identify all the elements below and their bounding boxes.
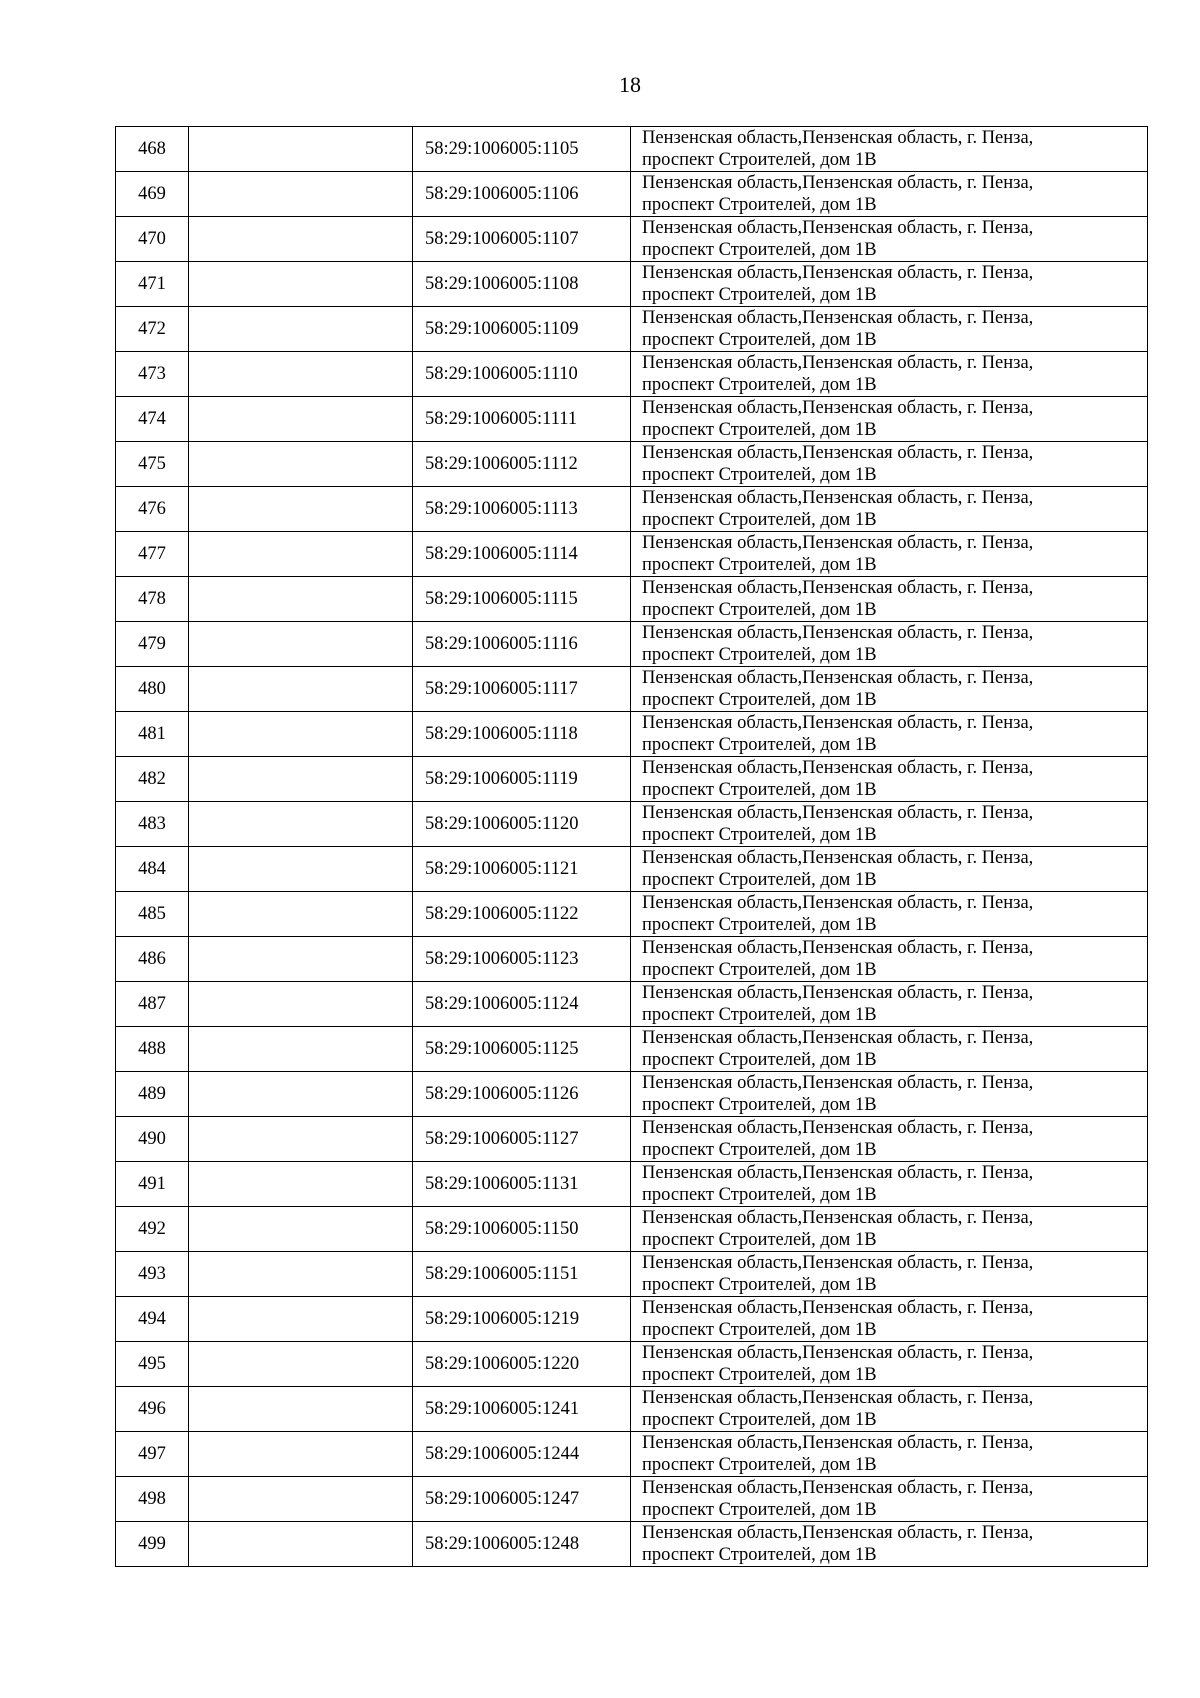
empty-cell (189, 1342, 413, 1387)
empty-cell (189, 307, 413, 352)
address-line-2: проспект Строителей, дом 1В (642, 690, 877, 710)
address-cell (631, 1162, 1148, 1207)
cadastral-number-cell: 58:29:1006005:1124 (413, 982, 631, 1027)
empty-cell (189, 1162, 413, 1207)
empty-cell (189, 1432, 413, 1477)
cadastral-table (115, 126, 1148, 1567)
table-row (116, 1027, 1148, 1072)
address-line-2: проспект Строителей, дом 1В (642, 555, 877, 575)
empty-cell (189, 352, 413, 397)
cadastral-number-cell: 58:29:1006005:1112 (413, 442, 631, 487)
address-line-2: проспект Строителей, дом 1В (642, 420, 877, 440)
cadastral-number-cell: 58:29:1006005:1125 (413, 1027, 631, 1072)
address-line-2: проспект Строителей, дом 1В (642, 1230, 877, 1250)
table-row (116, 262, 1148, 307)
empty-cell (189, 127, 413, 172)
cadastral-number-cell: 58:29:1006005:1123 (413, 937, 631, 982)
row-number-cell: 470 (116, 217, 189, 262)
address-cell (631, 982, 1148, 1027)
address-line-2: проспект Строителей, дом 1В (642, 600, 877, 620)
row-number-cell: 482 (116, 757, 189, 802)
address-cell (631, 847, 1148, 892)
address-line-1: Пензенская область,Пензенская область, г. Пенза, (642, 1433, 1034, 1453)
address-cell (631, 712, 1148, 757)
address-line-1: Пензенская область,Пензенская область, г. Пенза, (642, 1253, 1034, 1273)
row-number-cell: 486 (116, 937, 189, 982)
row-number-cell: 477 (116, 532, 189, 577)
empty-cell (189, 802, 413, 847)
address-cell (631, 307, 1148, 352)
address-line-1: Пензенская область,Пензенская область, г. Пенза, (642, 713, 1034, 733)
row-number-cell: 474 (116, 397, 189, 442)
address-line-2: проспект Строителей, дом 1В (642, 915, 877, 935)
cadastral-number-cell: 58:29:1006005:1241 (413, 1387, 631, 1432)
table-row (116, 217, 1148, 262)
empty-cell (189, 262, 413, 307)
address-line-1: Пензенская область,Пензенская область, г. Пенза, (642, 668, 1034, 688)
row-number-cell: 494 (116, 1297, 189, 1342)
address-line-2: проспект Строителей, дом 1В (642, 1320, 877, 1340)
address-cell (631, 1342, 1148, 1387)
address-line-2: проспект Строителей, дом 1В (642, 780, 877, 800)
address-line-2: проспект Строителей, дом 1В (642, 510, 877, 530)
table-body (116, 127, 1148, 1567)
empty-cell (189, 442, 413, 487)
empty-cell (189, 847, 413, 892)
table-row (116, 1477, 1148, 1522)
table-row (116, 622, 1148, 667)
address-line-1: Пензенская область,Пензенская область, г. Пенза, (642, 263, 1034, 283)
cadastral-number-cell: 58:29:1006005:1248 (413, 1522, 631, 1567)
address-line-2: проспект Строителей, дом 1В (642, 645, 877, 665)
cadastral-number-cell: 58:29:1006005:1107 (413, 217, 631, 262)
cadastral-number-cell: 58:29:1006005:1244 (413, 1432, 631, 1477)
empty-cell (189, 667, 413, 712)
cadastral-number-cell: 58:29:1006005:1121 (413, 847, 631, 892)
cadastral-number-cell: 58:29:1006005:1126 (413, 1072, 631, 1117)
table-row (116, 1522, 1148, 1567)
empty-cell (189, 1297, 413, 1342)
row-number-cell: 471 (116, 262, 189, 307)
row-number-cell: 488 (116, 1027, 189, 1072)
empty-cell (189, 937, 413, 982)
address-cell (631, 802, 1148, 847)
table-row (116, 442, 1148, 487)
table-row (116, 487, 1148, 532)
empty-cell (189, 1207, 413, 1252)
empty-cell (189, 892, 413, 937)
cadastral-number-cell: 58:29:1006005:1122 (413, 892, 631, 937)
table-row (116, 1072, 1148, 1117)
row-number-cell: 475 (116, 442, 189, 487)
address-line-1: Пензенская область,Пензенская область, г. Пенза, (642, 893, 1034, 913)
row-number-cell: 487 (116, 982, 189, 1027)
address-cell (631, 262, 1148, 307)
empty-cell (189, 1027, 413, 1072)
table-row (116, 892, 1148, 937)
table-row (116, 847, 1148, 892)
page-number: 18 (619, 72, 641, 97)
cadastral-number-cell: 58:29:1006005:1220 (413, 1342, 631, 1387)
empty-cell (189, 1252, 413, 1297)
address-line-1: Пензенская область,Пензенская область, г. Пенза, (642, 1163, 1034, 1183)
row-number-cell: 491 (116, 1162, 189, 1207)
address-cell (631, 1522, 1148, 1567)
cadastral-number-cell: 58:29:1006005:1219 (413, 1297, 631, 1342)
row-number-cell: 496 (116, 1387, 189, 1432)
row-number-cell: 485 (116, 892, 189, 937)
address-line-1: Пензенская область,Пензенская область, г. Пенза, (642, 1343, 1034, 1363)
address-line-2: проспект Строителей, дом 1В (642, 870, 877, 890)
address-cell (631, 127, 1148, 172)
row-number-cell: 492 (116, 1207, 189, 1252)
table-row (116, 982, 1148, 1027)
cadastral-number-cell: 58:29:1006005:1118 (413, 712, 631, 757)
address-cell (631, 1432, 1148, 1477)
empty-cell (189, 757, 413, 802)
cadastral-number-cell: 58:29:1006005:1108 (413, 262, 631, 307)
cadastral-number-cell: 58:29:1006005:1105 (413, 127, 631, 172)
row-number-cell: 484 (116, 847, 189, 892)
address-line-2: проспект Строителей, дом 1В (642, 1185, 877, 1205)
address-line-2: проспект Строителей, дом 1В (642, 735, 877, 755)
table-row (116, 127, 1148, 172)
row-number-cell: 476 (116, 487, 189, 532)
row-number-cell: 468 (116, 127, 189, 172)
address-cell (631, 487, 1148, 532)
address-line-1: Пензенская область,Пензенская область, г. Пенза, (642, 848, 1034, 868)
address-line-2: проспект Строителей, дом 1В (642, 1500, 877, 1520)
table-row (116, 937, 1148, 982)
address-line-2: проспект Строителей, дом 1В (642, 150, 877, 170)
address-cell (631, 1477, 1148, 1522)
address-cell (631, 1252, 1148, 1297)
address-line-1: Пензенская область,Пензенская область, г. Пенза, (642, 443, 1034, 463)
table-row (116, 802, 1148, 847)
row-number-cell: 489 (116, 1072, 189, 1117)
table-row (116, 1297, 1148, 1342)
row-number-cell: 480 (116, 667, 189, 712)
empty-cell (189, 217, 413, 262)
address-cell (631, 217, 1148, 262)
empty-cell (189, 1072, 413, 1117)
address-line-1: Пензенская область,Пензенская область, г. Пенза, (642, 1478, 1034, 1498)
empty-cell (189, 712, 413, 757)
address-cell (631, 892, 1148, 937)
row-number-cell: 469 (116, 172, 189, 217)
empty-cell (189, 1117, 413, 1162)
address-line-2: проспект Строителей, дом 1В (642, 330, 877, 350)
cadastral-number-cell: 58:29:1006005:1150 (413, 1207, 631, 1252)
cadastral-number-cell: 58:29:1006005:1114 (413, 532, 631, 577)
table-row (116, 1117, 1148, 1162)
address-line-1: Пензенская область,Пензенская область, г. Пенза, (642, 353, 1034, 373)
table-row (116, 1387, 1148, 1432)
address-line-1: Пензенская область,Пензенская область, г. Пенза, (642, 1208, 1034, 1228)
address-line-2: проспект Строителей, дом 1В (642, 1365, 877, 1385)
table-row (116, 352, 1148, 397)
empty-cell (189, 172, 413, 217)
row-number-cell: 497 (116, 1432, 189, 1477)
address-cell (631, 1387, 1148, 1432)
address-line-2: проспект Строителей, дом 1В (642, 1455, 877, 1475)
table-row (116, 757, 1148, 802)
address-line-1: Пензенская область,Пензенская область, г. Пенза, (642, 623, 1034, 643)
address-cell (631, 532, 1148, 577)
empty-cell (189, 397, 413, 442)
empty-cell (189, 1477, 413, 1522)
row-number-cell: 472 (116, 307, 189, 352)
row-number-cell: 495 (116, 1342, 189, 1387)
table-row (116, 532, 1148, 577)
address-line-1: Пензенская область,Пензенская область, г. Пенза, (642, 1118, 1034, 1138)
address-line-1: Пензенская область,Пензенская область, г. Пенза, (642, 398, 1034, 418)
cadastral-number-cell: 58:29:1006005:1116 (413, 622, 631, 667)
cadastral-number-cell: 58:29:1006005:1247 (413, 1477, 631, 1522)
cadastral-number-cell: 58:29:1006005:1109 (413, 307, 631, 352)
address-line-2: проспект Строителей, дом 1В (642, 1410, 877, 1430)
cadastral-number-cell: 58:29:1006005:1111 (413, 397, 631, 442)
row-number-cell: 478 (116, 577, 189, 622)
empty-cell (189, 1522, 413, 1567)
table-row (116, 1162, 1148, 1207)
table-row (116, 1342, 1148, 1387)
address-line-2: проспект Строителей, дом 1В (642, 285, 877, 305)
row-number-cell: 493 (116, 1252, 189, 1297)
address-line-1: Пензенская область,Пензенская область, г. Пенза, (642, 983, 1034, 1003)
table-row (116, 1432, 1148, 1477)
row-number-cell: 479 (116, 622, 189, 667)
row-number-cell: 498 (116, 1477, 189, 1522)
address-line-1: Пензенская область,Пензенская область, г. Пенза, (642, 1298, 1034, 1318)
address-line-2: проспект Строителей, дом 1В (642, 960, 877, 980)
address-line-1: Пензенская область,Пензенская область, г. Пенза, (642, 128, 1034, 148)
address-cell (631, 397, 1148, 442)
address-line-2: проспект Строителей, дом 1В (642, 825, 877, 845)
row-number-cell: 483 (116, 802, 189, 847)
address-cell (631, 667, 1148, 712)
address-cell (631, 1297, 1148, 1342)
address-line-1: Пензенская область,Пензенская область, г. Пенза, (642, 173, 1034, 193)
empty-cell (189, 577, 413, 622)
address-line-2: проспект Строителей, дом 1В (642, 1005, 877, 1025)
address-line-2: проспект Строителей, дом 1В (642, 1545, 877, 1565)
empty-cell (189, 622, 413, 667)
cadastral-number-cell: 58:29:1006005:1120 (413, 802, 631, 847)
table-row (116, 307, 1148, 352)
address-line-2: проспект Строителей, дом 1В (642, 195, 877, 215)
address-line-2: проспект Строителей, дом 1В (642, 1050, 877, 1070)
address-cell (631, 577, 1148, 622)
address-line-2: проспект Строителей, дом 1В (642, 240, 877, 260)
address-line-1: Пензенская область,Пензенская область, г. Пенза, (642, 758, 1034, 778)
row-number-cell: 490 (116, 1117, 189, 1162)
address-cell (631, 937, 1148, 982)
empty-cell (189, 487, 413, 532)
address-line-1: Пензенская область,Пензенская область, г. Пенза, (642, 533, 1034, 553)
address-cell (631, 172, 1148, 217)
cadastral-number-cell: 58:29:1006005:1113 (413, 487, 631, 532)
address-cell (631, 757, 1148, 802)
empty-cell (189, 982, 413, 1027)
address-line-2: проспект Строителей, дом 1В (642, 1140, 877, 1160)
address-line-2: проспект Строителей, дом 1В (642, 1275, 877, 1295)
row-number-cell: 473 (116, 352, 189, 397)
cadastral-number-cell: 58:29:1006005:1151 (413, 1252, 631, 1297)
cadastral-number-cell: 58:29:1006005:1117 (413, 667, 631, 712)
row-number-cell: 499 (116, 1522, 189, 1567)
address-line-1: Пензенская область,Пензенская область, г. Пенза, (642, 578, 1034, 598)
table-row (116, 577, 1148, 622)
address-cell (631, 1027, 1148, 1072)
address-line-2: проспект Строителей, дом 1В (642, 375, 877, 395)
table-row (116, 712, 1148, 757)
empty-cell (189, 532, 413, 577)
table-row (116, 1207, 1148, 1252)
address-line-1: Пензенская область,Пензенская область, г. Пенза, (642, 938, 1034, 958)
table-row (116, 397, 1148, 442)
empty-cell (189, 1387, 413, 1432)
address-line-1: Пензенская область,Пензенская область, г. Пенза, (642, 488, 1034, 508)
table-row (116, 1252, 1148, 1297)
address-cell (631, 1117, 1148, 1162)
row-number-cell: 481 (116, 712, 189, 757)
address-line-1: Пензенская область,Пензенская область, г. Пенза, (642, 1388, 1034, 1408)
address-line-1: Пензенская область,Пензенская область, г. Пенза, (642, 218, 1034, 238)
cadastral-number-cell: 58:29:1006005:1110 (413, 352, 631, 397)
address-cell (631, 1072, 1148, 1117)
address-line-2: проспект Строителей, дом 1В (642, 1095, 877, 1115)
address-line-1: Пензенская область,Пензенская область, г. Пенза, (642, 1028, 1034, 1048)
cadastral-number-cell: 58:29:1006005:1115 (413, 577, 631, 622)
cadastral-number-cell: 58:29:1006005:1119 (413, 757, 631, 802)
address-line-1: Пензенская область,Пензенская область, г. Пенза, (642, 1523, 1034, 1543)
address-line-2: проспект Строителей, дом 1В (642, 465, 877, 485)
address-cell (631, 352, 1148, 397)
address-line-1: Пензенская область,Пензенская область, г. Пенза, (642, 803, 1034, 823)
address-cell (631, 442, 1148, 487)
cadastral-number-cell: 58:29:1006005:1127 (413, 1117, 631, 1162)
address-cell (631, 622, 1148, 667)
table-row (116, 667, 1148, 712)
cadastral-number-cell: 58:29:1006005:1131 (413, 1162, 631, 1207)
address-cell (631, 1207, 1148, 1252)
address-line-1: Пензенская область,Пензенская область, г. Пенза, (642, 1073, 1034, 1093)
table-row (116, 172, 1148, 217)
cadastral-number-cell: 58:29:1006005:1106 (413, 172, 631, 217)
address-line-1: Пензенская область,Пензенская область, г. Пенза, (642, 308, 1034, 328)
